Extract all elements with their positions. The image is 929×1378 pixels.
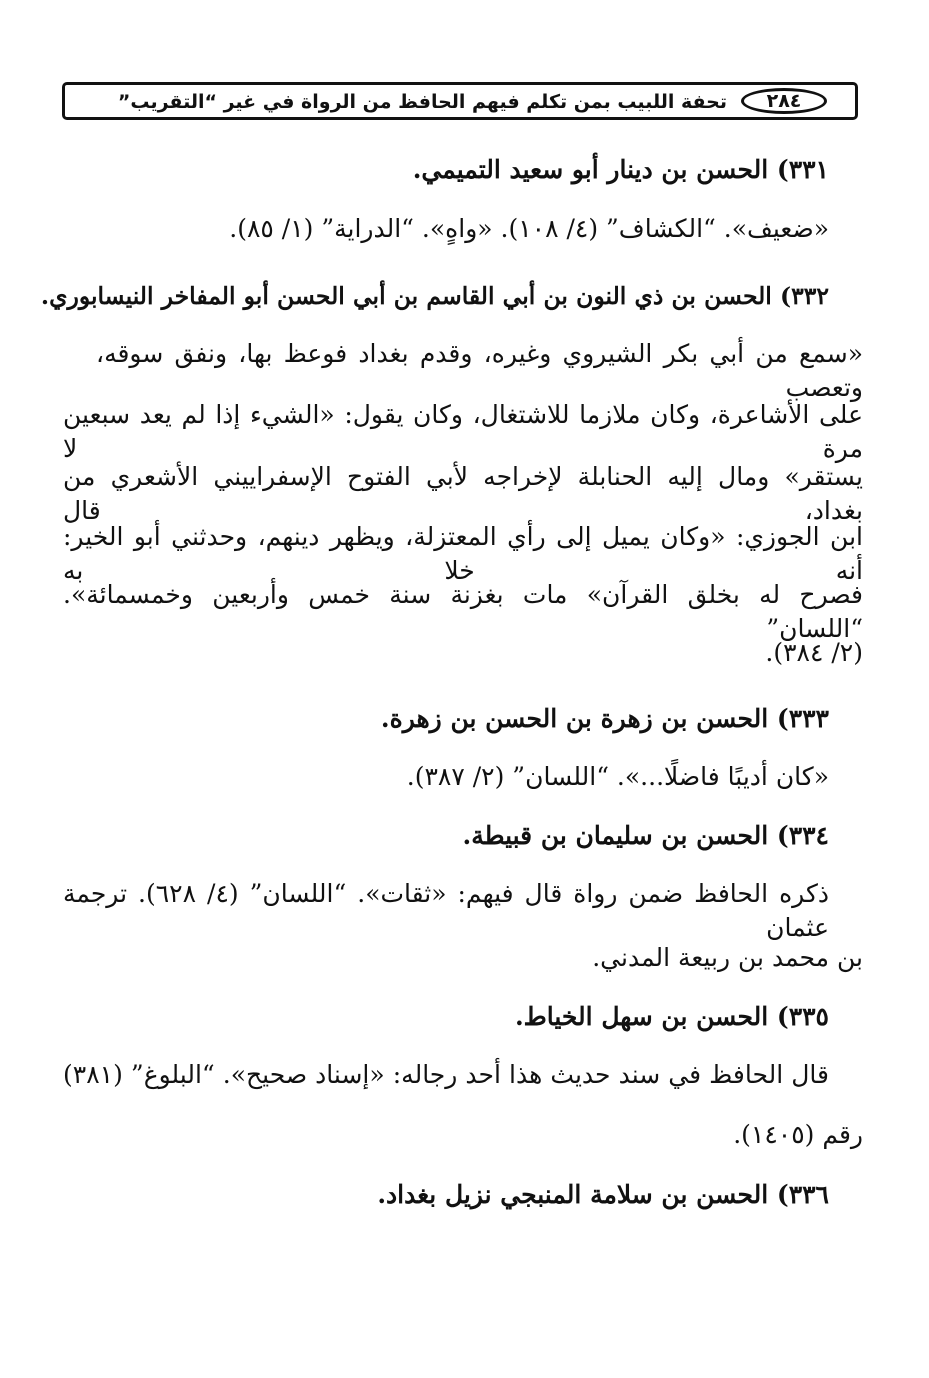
entry-332-heading: ٣٣٢) الحسن بن ذي النون بن أبي القاسم بن أبي الحسن أبو المفاخر النيسابوري. [40, 282, 829, 310]
entry-333-text: «كان أديبًا فاضلًا...». “اللسان” (٢/ ٣٨٧). [406, 762, 829, 791]
entry-335-text-line: قال الحافظ في سند حديث هذا أحد رجاله: «إسناد صحيح». “البلوغ” (٣٨١) [63, 1060, 829, 1089]
entry-334-text-line: ذكره الحافظ ضمن رواة قال فيهم: «ثقات». “اللسان” (٤/ ٦٢٨). ترجمة عثمان [63, 879, 829, 942]
entry-334-heading: ٣٣٤) الحسن بن سليمان بن قبيطة. [462, 821, 829, 850]
page-number: ٢٨٤ [741, 88, 827, 114]
entry-331-heading: ٣٣١) الحسن بن دينار أبو سعيد التميمي. [412, 155, 829, 184]
entry-335-heading: ٣٣٥) الحسن بن سهل الخياط. [514, 1002, 829, 1031]
entry-332-text-line: يستقر» ومال إليه الحنابلة لإخراجه لأبي الفتوح الإسفراييني الأشعري من بغداد، قال [63, 462, 863, 525]
entry-336-heading: ٣٣٦) الحسن بن سلامة المنبجي نزيل بغداد. [377, 1180, 829, 1209]
entry-332-text-line: فصرح له بخلق القرآن» مات بغزنة سنة خمس وأربعين وخمسمائة». “اللسان” [63, 580, 863, 643]
entry-332-text-line: «سمع من أبي بكر الشيروي وغيره، وقدم بغداد فوعظ بها، ونفق سوقه، وتعصب [96, 339, 863, 402]
entry-331-text: «ضعيف». “الكشاف” (٤/ ١٠٨). «واهٍ». “الدراية” (١/ ٨٥). [229, 214, 829, 243]
entry-332-text-line: (٢/ ٣٨٤). [765, 638, 863, 667]
running-header [62, 82, 858, 120]
entry-332-text-line: ابن الجوزي: «وكان يميل إلى رأي المعتزلة، ويظهر دينهم، وحدثني أبو الخير: أنه خلا به [63, 522, 863, 585]
entry-335-text-line: رقم (١٤٠٥). [733, 1120, 863, 1149]
book-title: تحفة اللبيب بمن تكلم فيهم الحافظ من الرواة في غير “التقريب” [117, 91, 727, 113]
entry-333-heading: ٣٣٣) الحسن بن زهرة بن الحسن بن زهرة. [380, 704, 829, 733]
entry-334-text-line: بن محمد بن ربيعة المدني. [592, 943, 863, 972]
entry-332-text-line: على الأشاعرة، وكان ملازما للاشتغال، وكان يقول: «الشيء إذا لم يعد سبعين مرة لا [63, 400, 863, 463]
